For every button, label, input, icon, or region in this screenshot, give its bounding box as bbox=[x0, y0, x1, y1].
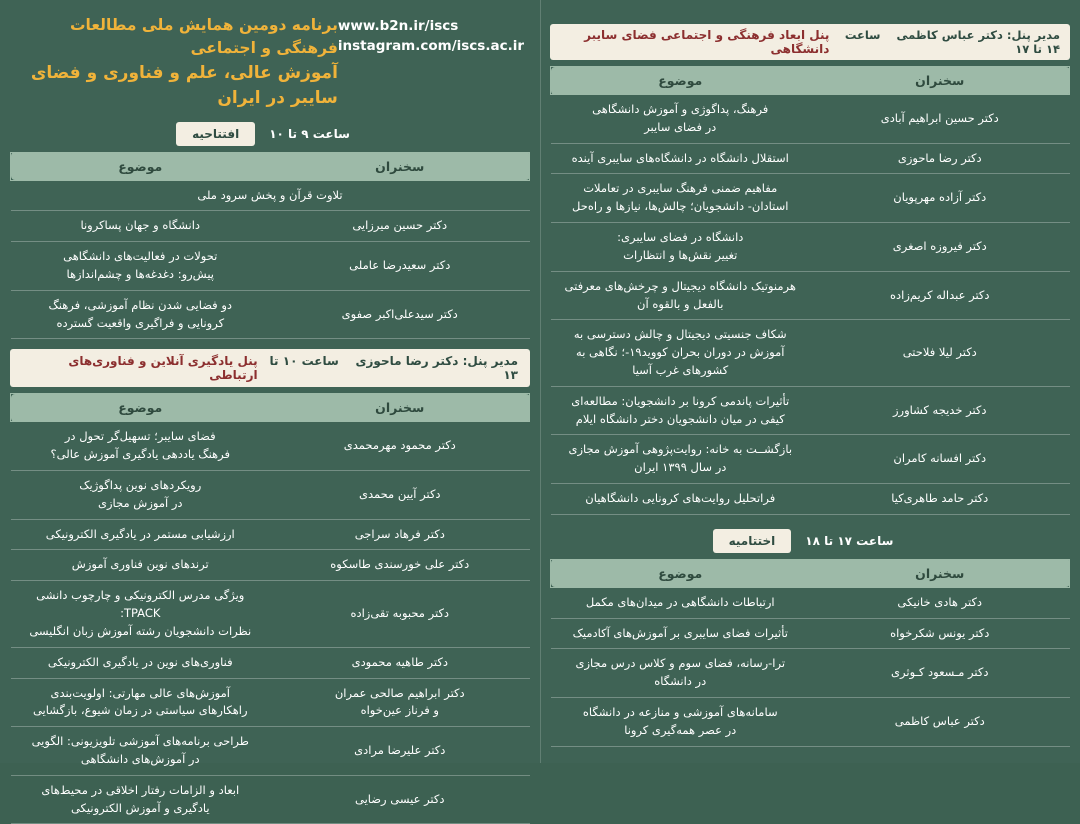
col-speaker: سخنران bbox=[810, 67, 1070, 95]
cell-speaker: دکتر عبداله کریم‌زاده bbox=[810, 271, 1070, 320]
cell-topic: تأثیرات پاندمی کرونا بر دانشجویان: مطالعه‌ای کیفی در میان دانشجویان دختر دانشگاه ایلام bbox=[551, 386, 811, 435]
cell-speaker: دکتر مـسعود کـوثری bbox=[810, 649, 1070, 698]
cell-topic: دو فضایی شدن نظام آموزشی، فرهنگ کرونایی و فراگیری واقعیت گسترده bbox=[11, 290, 271, 339]
cell-speaker: دکتر آزاده مهرپویان bbox=[810, 174, 1070, 223]
opening-label: افتتاحیه bbox=[176, 122, 255, 146]
cell-speaker: دکتر افسانه کامران bbox=[810, 435, 1070, 484]
cell-topic: تأثیرات فضای سایبری بر آموزش‌های آکادمیک bbox=[551, 618, 811, 649]
cultural-panel-table bbox=[550, 66, 1070, 515]
online-panel-table bbox=[10, 393, 530, 824]
table-row bbox=[11, 550, 530, 581]
cell-topic: فناوری‌های نوین در یادگیری الکترونیکی bbox=[11, 647, 271, 678]
cell-speaker: دکتر خدیجه کشاورز bbox=[810, 386, 1070, 435]
cell-speaker: دکتر فرهاد سراجی bbox=[270, 519, 530, 550]
closing-table bbox=[550, 559, 1070, 747]
table-header-row bbox=[551, 67, 1070, 95]
closing-table-body bbox=[551, 587, 1070, 746]
cultural-panel-chair: مدیر پنل: دکتر عباس کاظمی bbox=[896, 28, 1060, 42]
table-row bbox=[551, 143, 1070, 174]
table-row bbox=[11, 581, 530, 647]
cell-topic: بازگشــت به خانه: روایت‌پژوهی آموزش مجازی در سال ۱۳۹۹ ایران bbox=[551, 435, 811, 484]
cell-topic: استقلال دانشگاه در دانشگاه‌های سایبری آینده bbox=[551, 143, 811, 174]
table-header-row bbox=[11, 394, 530, 422]
cell-speaker: دکتر فیروزه اصغری bbox=[810, 223, 1070, 272]
cultural-panel-meta bbox=[829, 28, 1060, 56]
column-divider bbox=[540, 0, 541, 763]
table-row bbox=[551, 95, 1070, 144]
cultural-panel-bar bbox=[550, 24, 1070, 60]
table-row bbox=[551, 386, 1070, 435]
table-row bbox=[11, 727, 530, 776]
cell-speaker: دکتر ابراهیم صالحی عمران و فرناز عین‌خواه bbox=[270, 678, 530, 727]
table-row bbox=[551, 223, 1070, 272]
table-row bbox=[551, 649, 1070, 698]
cell-speaker: دکتر حامد طاهری‌کیا bbox=[810, 484, 1070, 515]
cell-topic: دانشگاه در فضای سایبری: تغییر نقش‌ها و انتظارات bbox=[551, 223, 811, 272]
cell-speaker: دکتر علیرضا مرادی bbox=[270, 727, 530, 776]
col-topic: موضوع bbox=[11, 152, 271, 180]
closing-label: اختتامیه bbox=[713, 529, 792, 553]
cell-topic: مفاهیم ضمنی فرهنگ سایبری در تعاملات استادان- دانشجویان؛ چالش‌ها، نیازها و راه‌حل bbox=[551, 174, 811, 223]
table-row bbox=[551, 435, 1070, 484]
cell-speaker: دکتر طاهیه محمودی bbox=[270, 647, 530, 678]
col-speaker: سخنران bbox=[810, 559, 1070, 587]
cell-topic: دانشگاه و جهان پساکرونا bbox=[11, 211, 271, 242]
cultural-panel-table-body bbox=[551, 95, 1070, 515]
cell-topic: ترا-رسانه، فضای سوم و کلاس درس مجازی در دانشگاه bbox=[551, 649, 811, 698]
site-url[interactable]: www.b2n.ir/iscs bbox=[337, 18, 459, 34]
col-topic: موضوع bbox=[551, 67, 811, 95]
table-row bbox=[11, 678, 530, 727]
col-speaker: سخنران bbox=[270, 394, 530, 422]
cell-topic: ترندهای نوین فناوری آموزش bbox=[11, 550, 271, 581]
cell-topic: تحولات در فعالیت‌های دانشگاهی پیش‌رو: دغدغه‌ها و چشم‌اندازها bbox=[11, 242, 271, 291]
table-row bbox=[11, 290, 530, 339]
closing-session-bar bbox=[550, 529, 1070, 553]
opening-table-body bbox=[11, 180, 530, 339]
left-column bbox=[540, 0, 1080, 763]
contact-links bbox=[338, 14, 524, 57]
cultural-panel-title: پنل ابعاد فرهنگی و اجتماعی فضای سایبر دانشگاهی bbox=[584, 28, 830, 56]
cell-topic: ارزشیابی مستمر در یادگیری الکترونیکی bbox=[11, 519, 271, 550]
cell-topic: سامانه‌های آموزشی و منازعه در دانشگاه در عصر همه‌گیری کرونا bbox=[551, 698, 811, 747]
table-row bbox=[551, 174, 1070, 223]
table-row bbox=[11, 242, 530, 291]
table-row bbox=[551, 698, 1070, 747]
cell-topic: فرهنگ، پداگوژی و آموزش دانشگاهی در فضای سایبر bbox=[551, 95, 811, 144]
cell-speaker: دکتر علی خورسندی طاسکوه bbox=[270, 550, 530, 581]
instagram-handle[interactable]: instagram.com/iscs.ac.ir bbox=[337, 38, 524, 55]
title-line-2: آموزش عالی، علم و فناوری و فضای سایبر در ایران bbox=[30, 62, 338, 108]
cell-speaker: دکتر لیلا فلاحتی bbox=[810, 320, 1070, 386]
right-column bbox=[0, 0, 540, 815]
closing-time: ساعت ۱۷ تا ۱۸ bbox=[805, 533, 894, 548]
online-panel-title: پنل یادگیری آنلاین و فناوری‌های ارتباطی bbox=[68, 354, 258, 383]
table-row bbox=[11, 422, 530, 471]
cell-speaker: دکتر محبوبه تقی‌زاده bbox=[270, 581, 530, 647]
online-panel-bar bbox=[10, 349, 530, 387]
table-row bbox=[11, 180, 530, 211]
cell-topic: ابعاد و الزامات رفتار اخلاقی در محیط‌های یادگیری و آموزش الکترونیکی bbox=[11, 775, 271, 824]
table-row bbox=[11, 211, 530, 242]
online-panel-table-body bbox=[11, 422, 530, 824]
online-panel-time: ساعت ۱۰ تا ۱۳ bbox=[269, 354, 518, 383]
table-row bbox=[551, 271, 1070, 320]
cell-speaker: دکتر هادی خانیکی bbox=[810, 587, 1070, 618]
cell-topic: تلاوت قرآن و پخش سرود ملی bbox=[11, 180, 530, 211]
online-panel-chair: مدیر پنل: دکتر رضا ماحوزی bbox=[355, 354, 518, 369]
cell-speaker: دکتر سیدعلی‌اکبر صفوی bbox=[270, 290, 530, 339]
table-row bbox=[551, 618, 1070, 649]
title-line-1: برنامه دومین همایش ملی مطالعات فرهنگی و اجتماعی bbox=[69, 16, 338, 58]
cell-topic: شکاف جنسیتی دیجیتال و چالش دسترسی به آموزش در دوران بحران کووید۱۹-؛ نگاهی به کشورهای غرب آسیا bbox=[551, 320, 811, 386]
online-panel-meta bbox=[258, 354, 518, 382]
table-row bbox=[551, 587, 1070, 618]
cell-speaker: دکتر رضا ماحوزی bbox=[810, 143, 1070, 174]
table-row bbox=[551, 484, 1070, 515]
cell-topic: ویژگی مدرس الکترونیکی و چارچوب دانشی TPACK: نظرات دانشجویان رشته آموزش زبان انگلیسی bbox=[11, 581, 271, 647]
cell-speaker: دکتر حسین میرزایی bbox=[270, 211, 530, 242]
table-row bbox=[11, 647, 530, 678]
table-row bbox=[11, 775, 530, 824]
cell-topic: آموزش‌های عالی مهارتی: اولویت‌بندی راهکارهای سیاستی در زمان شیوع، بازگشایی bbox=[11, 678, 271, 727]
poster-header bbox=[10, 8, 530, 114]
cell-speaker: دکتر سعیدرضا عاملی bbox=[270, 242, 530, 291]
cell-topic: فضای سایبر؛ تسهیل‌گر تحول در فرهنگ یاددهی یادگیری آموزش عالی؟ bbox=[11, 422, 271, 471]
opening-time: ساعت ۹ تا ۱۰ bbox=[269, 126, 350, 141]
cell-speaker: دکتر یونس شکرخواه bbox=[810, 618, 1070, 649]
table-row bbox=[11, 519, 530, 550]
col-speaker: سخنران bbox=[270, 152, 530, 180]
cell-speaker: دکتر محمود مهرمحمدی bbox=[270, 422, 530, 471]
cell-speaker: دکتر آیین محمدی bbox=[270, 471, 530, 520]
col-topic: موضوع bbox=[551, 559, 811, 587]
cell-topic: فراتحلیل روایت‌های کرونایی دانشگاهیان bbox=[551, 484, 811, 515]
table-header-row bbox=[551, 559, 1070, 587]
table-row bbox=[551, 320, 1070, 386]
cell-topic: رویکردهای نوین پداگوژیک در آموزش مجازی bbox=[11, 471, 271, 520]
cell-speaker: دکتر عباس کاظمی bbox=[810, 698, 1070, 747]
cell-topic: هرمنوتیک دانشگاه دیجیتال و چرخش‌های معرفتی بالفعل و بالقوه آن bbox=[551, 271, 811, 320]
cell-topic: ارتباطات دانشگاهی در میدان‌های مکمل bbox=[551, 587, 811, 618]
cell-speaker: دکتر عیسی رضایی bbox=[270, 775, 530, 824]
cultural-panel-time: ساعت ۱۴ تا ۱۷ bbox=[844, 28, 1060, 56]
poster-title bbox=[16, 14, 338, 112]
table-row bbox=[11, 471, 530, 520]
col-topic: موضوع bbox=[11, 394, 271, 422]
cell-topic: طراحی برنامه‌های آموزشی تلویزیونی: الگویی در آموزش‌های دانشگاهی bbox=[11, 727, 271, 776]
opening-table bbox=[10, 152, 530, 340]
table-header-row bbox=[11, 152, 530, 180]
cell-speaker: دکتر حسین ابراهیم آبادی bbox=[810, 95, 1070, 144]
opening-session-bar bbox=[10, 122, 530, 146]
